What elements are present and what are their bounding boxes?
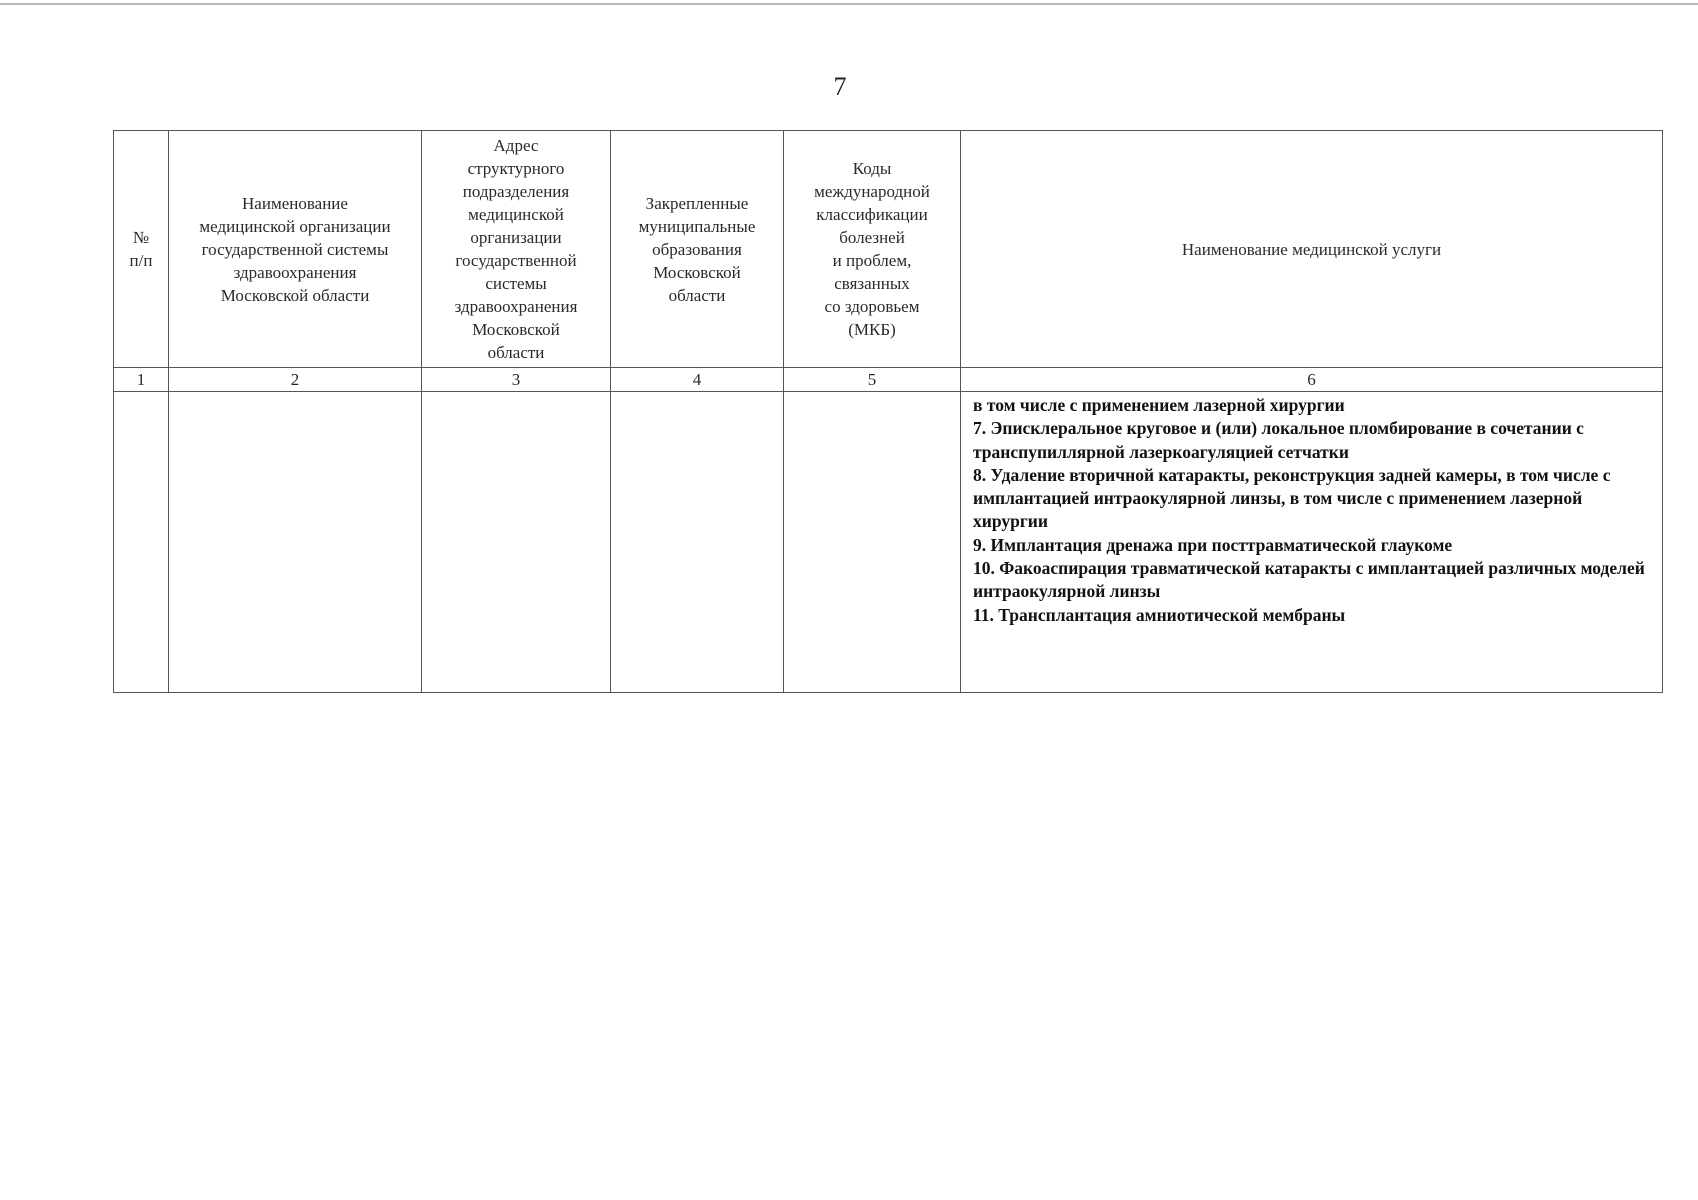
column-number: 6: [961, 368, 1663, 392]
service-item: 7. Эписклеральное круговое и (или) локальное пломбирование в сочетании с транспупиллярной лазеркоагуляцией сетчатки: [973, 418, 1584, 462]
page-number: 7: [833, 72, 847, 101]
cell-icd-codes: [784, 392, 961, 693]
service-item: 8. Удаление вторичной катаракты, реконструкция задней камеры, в том числе с имплантацией интраокулярной линзы, в том числе с применением лазерной хирургии: [973, 464, 1611, 532]
cell-services: [961, 392, 1663, 693]
header-municipalities-label: Закрепленные муниципальные образования Московской области: [638, 193, 756, 305]
header-number: [114, 131, 169, 368]
cell-number: [114, 392, 169, 693]
column-number-row: [114, 368, 1663, 392]
header-organization-name-label: Наименование медицинской организации государственной системы здравоохранения Московской области: [199, 193, 391, 305]
table-header-row: [114, 131, 1663, 368]
header-organization-name: [169, 131, 422, 368]
header-icd-codes: [784, 131, 961, 368]
service-item: 10. Факоаспирация травматической катаракты с имплантацией различных моделей интраокулярной линзы: [973, 558, 1645, 602]
header-address: [422, 131, 611, 368]
column-number: 3: [422, 368, 611, 392]
column-number: 4: [611, 368, 784, 392]
services-list: [963, 392, 1660, 627]
services-table: [113, 130, 1663, 693]
service-item: в том числе с применением лазерной хирургии: [973, 395, 1345, 415]
header-address-label: Адрес структурного подразделения медицинской организации государственной системы здравоохранения Московской области: [454, 136, 578, 362]
column-number: 5: [784, 368, 961, 392]
column-number: 2: [169, 368, 422, 392]
table-row: [114, 392, 1663, 693]
cell-municipalities: [611, 392, 784, 693]
service-item: 11. Трансплантация амниотической мембраны: [973, 604, 1346, 625]
column-number: 1: [114, 368, 169, 392]
header-number-label: № п/п: [129, 228, 153, 270]
header-service-name-label: Наименование медицинской услуги: [1181, 239, 1442, 259]
header-service-name: [961, 131, 1663, 368]
scan-top-edge: [0, 3, 1698, 5]
cell-address: [422, 392, 611, 693]
service-item: 9. Имплантация дренажа при посттравматической глаукоме: [973, 534, 1453, 555]
cell-organization-name: [169, 392, 422, 693]
header-icd-codes-label: Коды международной классификации болезней и проблем, связанных со здоровьем (МКБ): [814, 159, 930, 339]
header-municipalities: [611, 131, 784, 368]
